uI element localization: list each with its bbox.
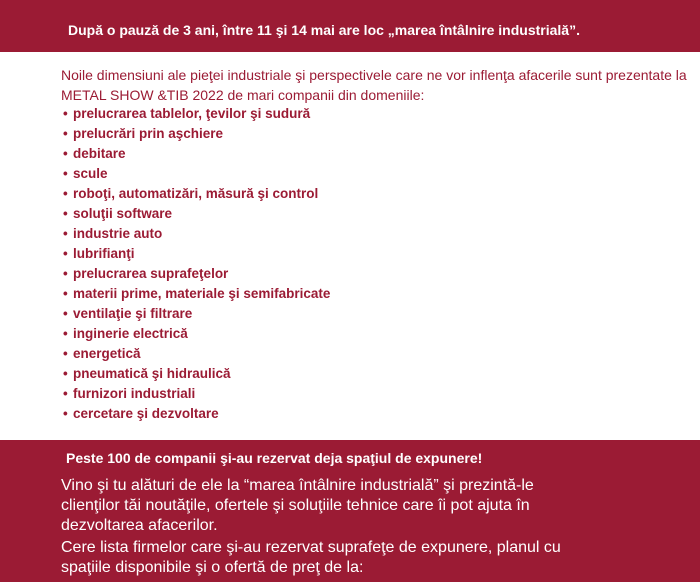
list-item-label: inginerie electrică bbox=[73, 326, 188, 341]
list-item bbox=[63, 124, 330, 144]
bullet-icon: • bbox=[63, 286, 68, 301]
list-item bbox=[63, 364, 330, 384]
list-item-label: pneumatică şi hidraulică bbox=[73, 366, 231, 381]
list-item bbox=[63, 204, 330, 224]
footer-paragraph-request: Cere lista firmelor care şi-au rezervat suprafeţe de expunere, planul cu spaţiile disponibile şi o ofertă de preţ de la: bbox=[61, 539, 561, 576]
footer-band bbox=[0, 440, 700, 582]
list-item-label: lubrifianţi bbox=[73, 246, 135, 261]
bullet-icon: • bbox=[63, 326, 68, 341]
intro-paragraph: Noile dimensiuni ale pieţei industriale şi perspectivele care ne vor inflenţa afacerile sunt prezentate la METAL SHOW &TIB 2022 de mari companii din domeniile: bbox=[61, 67, 687, 103]
bullet-icon: • bbox=[63, 406, 68, 421]
list-item-label: furnizori industriali bbox=[73, 386, 196, 401]
list-item bbox=[63, 144, 330, 164]
list-item bbox=[63, 304, 330, 324]
bullet-icon: • bbox=[63, 166, 68, 181]
list-item-label: prelucrarea tablelor, ţevilor şi sudură bbox=[73, 106, 311, 121]
list-item-label: ventilaţie şi filtrare bbox=[73, 306, 193, 321]
header-band bbox=[0, 0, 700, 52]
bullet-icon: • bbox=[63, 226, 68, 241]
list-item bbox=[63, 264, 330, 284]
bullet-icon: • bbox=[63, 106, 68, 121]
list-item-label: scule bbox=[73, 166, 108, 181]
bullet-icon: • bbox=[63, 126, 68, 141]
list-item bbox=[63, 384, 330, 404]
list-item-label: industrie auto bbox=[73, 226, 163, 241]
list-item bbox=[63, 244, 330, 264]
list-item-label: materii prime, materiale şi semifabricate bbox=[73, 286, 331, 301]
content-section bbox=[0, 52, 700, 440]
domain-list bbox=[63, 104, 330, 424]
list-item bbox=[63, 104, 330, 124]
list-item-label: energetică bbox=[73, 346, 141, 361]
bullet-icon: • bbox=[63, 266, 68, 281]
list-item-label: cercetare şi dezvoltare bbox=[73, 406, 219, 421]
bullet-icon: • bbox=[63, 366, 68, 381]
list-item-label: soluţii software bbox=[73, 206, 173, 221]
bullet-icon: • bbox=[63, 346, 68, 361]
bullet-icon: • bbox=[63, 246, 68, 261]
list-item-label: prelucrări prin aşchiere bbox=[73, 126, 224, 141]
bullet-icon: • bbox=[63, 206, 68, 221]
list-item bbox=[63, 164, 330, 184]
list-item bbox=[63, 344, 330, 364]
bullet-icon: • bbox=[63, 146, 68, 161]
headline: După o pauză de 3 ani, între 11 şi 14 mai are loc „marea întâlnire industrială”. bbox=[68, 22, 580, 38]
list-item-label: roboţi, automatizări, măsură şi control bbox=[73, 186, 319, 201]
list-item bbox=[63, 184, 330, 204]
bullet-icon: • bbox=[63, 186, 68, 201]
list-item bbox=[63, 284, 330, 304]
list-item-label: debitare bbox=[73, 146, 126, 161]
bullet-icon: • bbox=[63, 306, 68, 321]
list-item bbox=[63, 404, 330, 424]
list-item-label: prelucrarea suprafeţelor bbox=[73, 266, 229, 281]
list-item bbox=[63, 324, 330, 344]
bullet-icon: • bbox=[63, 386, 68, 401]
footer-subhead: Peste 100 de companii şi-au rezervat deja spaţiul de expunere! bbox=[66, 450, 483, 466]
list-item bbox=[63, 224, 330, 244]
footer-paragraph-invite: Vino şi tu alături de ele la “marea întâlnire industrială” şi prezintă-le clienţilor tăi noutăţile, ofertele şi soluţiile tehnice care îi pot ajuta în dezvoltarea afacerilor. bbox=[61, 477, 534, 534]
